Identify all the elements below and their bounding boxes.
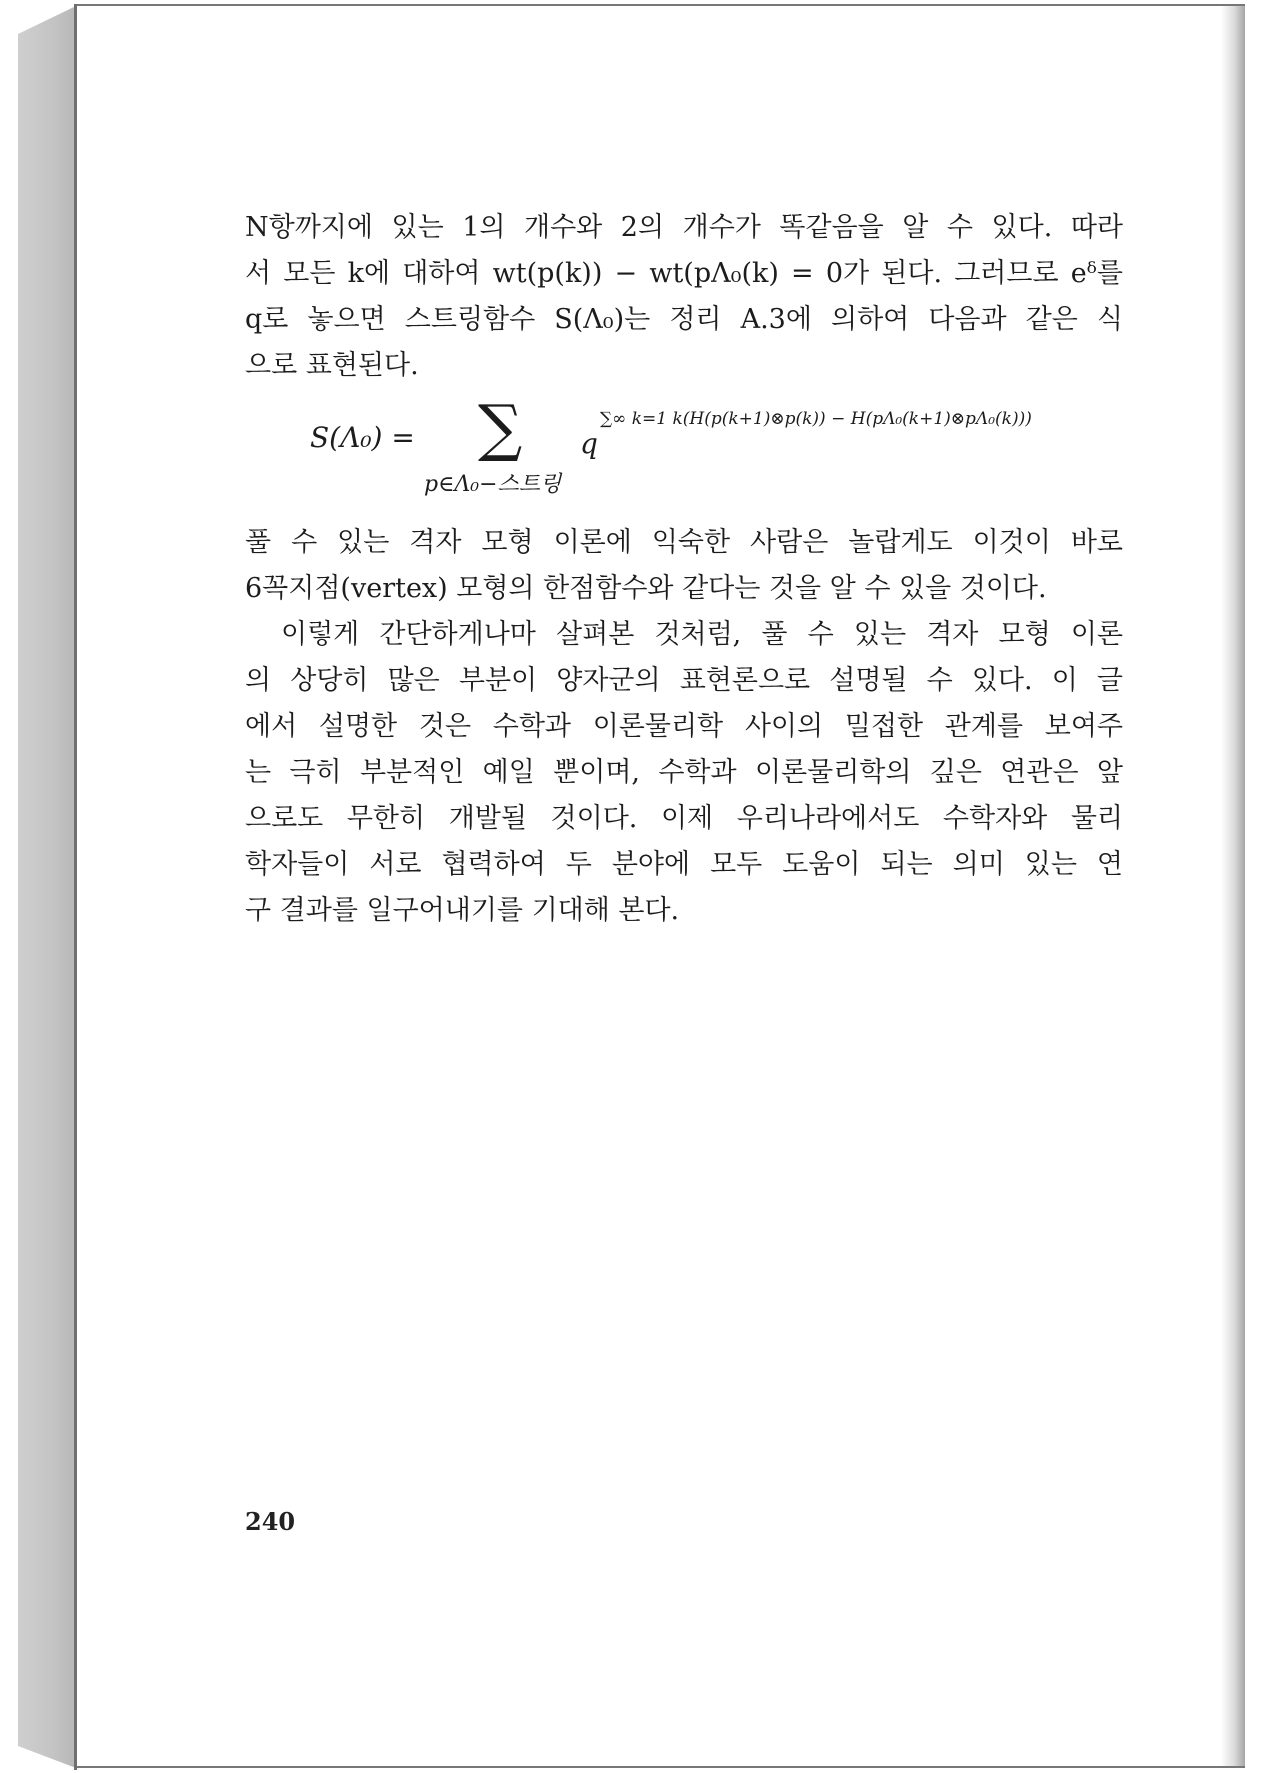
text-line: 학자들이 서로 협력하여 두 분야에 모두 도움이 되는 의미 있는 연 [245, 849, 1123, 880]
text-line: 풀 수 있는 격자 모형 이론에 익숙한 사람은 놀랍게도 이것이 바로 [245, 527, 1123, 558]
text-line: 에서 설명한 것은 수학과 이론물리학 사이의 밀접한 관계를 보여주 [245, 711, 1123, 742]
paragraph-3 [245, 612, 1123, 934]
formula-lhs: S(Λ₀) = [310, 421, 415, 454]
summation-sign: ∑ [478, 391, 523, 464]
text-line: q로 놓으면 스트링함수 S(Λ₀)는 정리 A.3에 의하여 다음과 같은 식 [245, 304, 1123, 335]
text-line: 6꼭지점(vertex) 모형의 한점함수와 같다는 것을 알 수 있을 것이다. [245, 573, 1047, 604]
text-line: 서 모든 k에 대하여 wt(p(k)) − wt(pΛ₀(k) = 0가 된다. 그러므로 eᵟ를 [245, 258, 1123, 289]
text-line: N항까지에 있는 1의 개수와 2의 개수가 똑같음을 알 수 있다. 따라 [245, 212, 1123, 243]
summation-subscript: p∈Λ₀−스트링 [424, 472, 562, 497]
text-line: 이렇게 간단하게나마 살펴본 것처럼, 풀 수 있는 격자 모형 이론 [281, 619, 1123, 650]
text-line: 으로 표현된다. [245, 350, 419, 381]
page-number: 240 [245, 1507, 296, 1536]
formula-base: q [580, 427, 598, 460]
paragraph-2 [245, 520, 1123, 612]
text-line: 는 극히 부분적인 예일 뿐이며, 수학과 이론물리학의 깊은 연관은 앞 [245, 757, 1123, 788]
text-line: 구 결과를 일구어내기를 기대해 본다. [245, 895, 680, 926]
formula-exponent: ∑∞ k=1 k(H(p(k+1)⊗p(k)) − H(pΛ₀(k+1)⊗pΛ₀(k))) [600, 409, 1032, 429]
text-line: 의 상당히 많은 부분이 양자군의 표현론으로 설명될 수 있다. 이 글 [245, 665, 1123, 696]
page-edge-shadow [1221, 6, 1245, 1766]
string-function-formula [310, 391, 1090, 505]
paragraph-1 [245, 205, 1123, 389]
book-spine [18, 6, 76, 1768]
text-line: 으로도 무한히 개발될 것이다. 이제 우리나라에서도 수학자와 물리 [245, 803, 1123, 834]
